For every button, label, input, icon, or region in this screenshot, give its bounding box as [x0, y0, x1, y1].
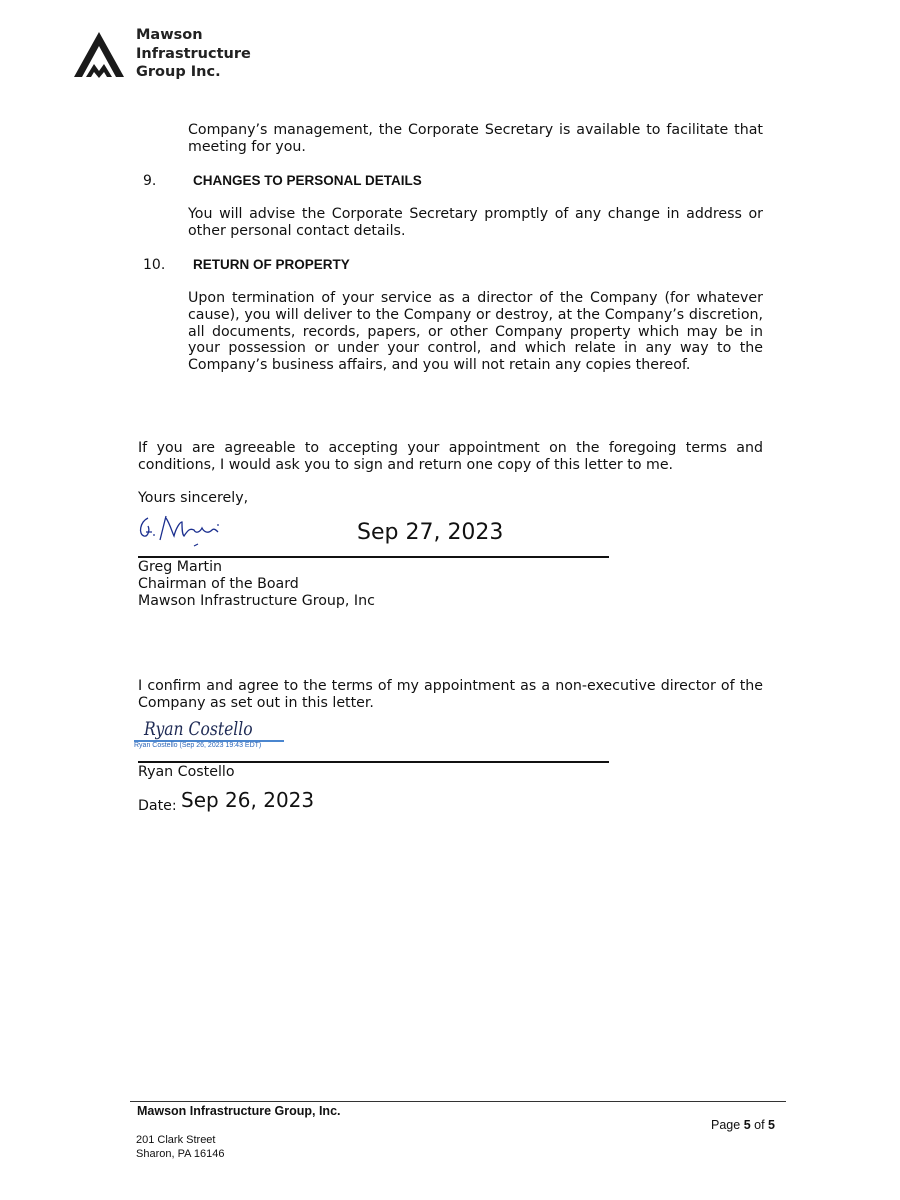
signer1-signature-line [138, 556, 609, 558]
page-label: Page [711, 1118, 741, 1132]
esignature-stamp: Ryan Costello (Sep 26, 2023 19:43 EDT) [134, 742, 262, 749]
page-current: 5 [743, 1118, 751, 1132]
section-10-body: Upon termination of your service as a director of the Company (for whatever cause), you will deliver to the Company or destroy, at the Company’s discretion, all documents, records, papers, or other Company property which may be in your possession or under your control, and which relate in any way to the Company’s business affairs, and you will not retain any copies thereof. [188, 290, 763, 374]
footer-address-line-1: 201 Clark Street [136, 1134, 216, 1146]
footer-address-line-2: Sharon, PA 16146 [136, 1148, 225, 1160]
greg-martin-signature [136, 512, 226, 552]
confirmation-paragraph: I confirm and agree to the terms of my appointment as a non-executive director of the Company as set out in this letter. [138, 678, 763, 711]
signer2-name: Ryan Costello [138, 764, 235, 780]
signer1-title: Chairman of the Board [138, 576, 299, 592]
salutation: Yours sincerely, [138, 490, 249, 506]
footer-company: Mawson Infrastructure Group, Inc. [137, 1104, 341, 1118]
signer1-name: Greg Martin [138, 559, 223, 575]
section-9-body: You will advise the Corporate Secretary promptly of any change in address or other personal contact details. [188, 206, 763, 239]
signer2-date: Sep 26, 2023 [181, 788, 315, 812]
signer2-date-label: Date: [138, 798, 177, 814]
footer-divider [130, 1101, 786, 1102]
page-total: 5 [768, 1118, 775, 1132]
section-9-title: CHANGES TO PERSONAL DETAILS [193, 173, 422, 188]
signer2-signature-line [138, 761, 609, 763]
section-10-title: RETURN OF PROPERTY [193, 257, 350, 272]
company-logo-text [136, 26, 251, 82]
signer1-company: Mawson Infrastructure Group, Inc [138, 593, 375, 609]
page-indicator [711, 1118, 775, 1132]
logo-line-3: Group Inc. [136, 64, 221, 80]
section-10-number: 10. [143, 257, 166, 273]
ryan-costello-esignature: Ryan Costello [144, 718, 253, 740]
section-9-number: 9. [143, 173, 157, 189]
logo-line-1: Mawson [136, 27, 203, 43]
closing-request: If you are agreeable to accepting your appointment on the foregoing terms and conditions, I would ask you to sign and return one copy of this letter to me. [138, 440, 763, 473]
logo-line-2: Infrastructure [136, 45, 251, 62]
continuation-paragraph: Company’s management, the Corporate Secretary is available to facilitate that meeting for you. [188, 122, 763, 155]
footer-address [136, 1133, 224, 1161]
signer1-date: Sep 27, 2023 [357, 520, 504, 545]
company-logo-icon [72, 30, 128, 78]
page-of: of [754, 1118, 765, 1132]
